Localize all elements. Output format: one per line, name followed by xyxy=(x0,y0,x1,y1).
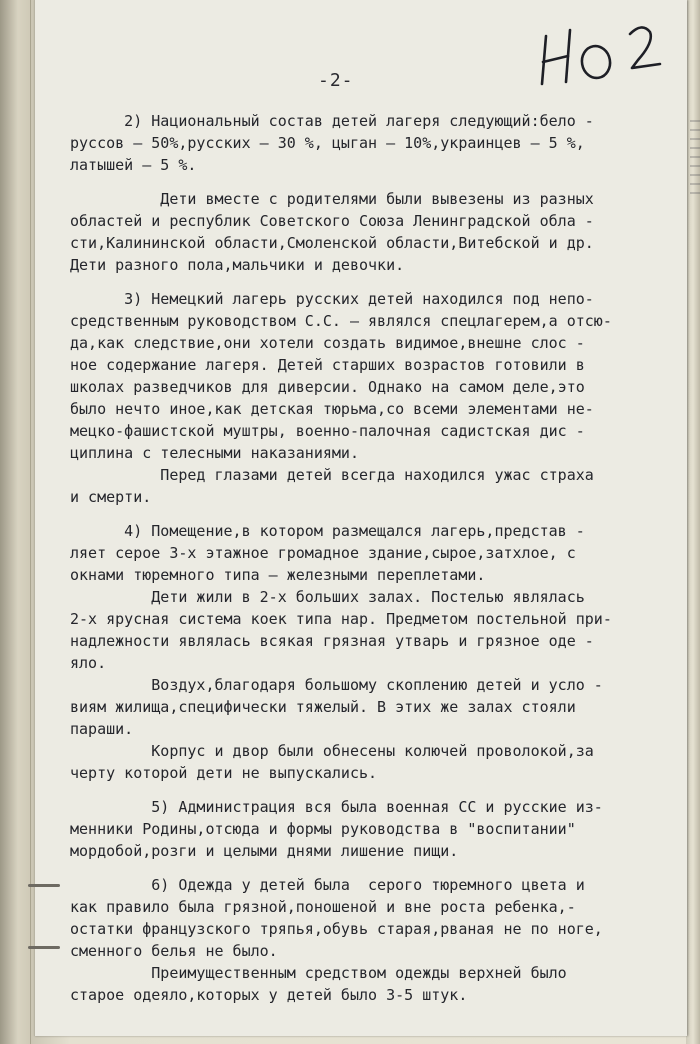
text-line: 4) Помещение,в котором размещался лагерь,представ - xyxy=(70,522,585,540)
text-line: школах разведчиков для диверсии. Однако на самом деле,это xyxy=(70,378,585,396)
text-line: средственным руководством С.С. – являлся спецлагерем,а отсю- xyxy=(70,312,612,330)
text-line: Преимущественным средством одежды верхней было xyxy=(70,964,567,982)
bleed-through-marks xyxy=(690,120,700,200)
text-line: остатки французского тряпья,обувь старая,рваная не по ноге, xyxy=(70,920,603,938)
text-line: ное содержание лагеря. Детей старших возрастов готовили в xyxy=(70,356,585,374)
handwritten-number-mark xyxy=(538,22,668,92)
text-line: 5) Администрация вся была военная СС и русские из- xyxy=(70,798,603,816)
paragraph xyxy=(70,796,676,862)
text-line: Дети вместе с родителями были вывезены из разных xyxy=(70,190,594,208)
text-line: окнами тюремного типа – железными переплетами. xyxy=(70,566,486,584)
paragraph xyxy=(70,874,676,1006)
text-line: циплина с телесными наказаниями. xyxy=(70,444,359,462)
text-line: мецко-фашистской муштры, военно-палочная садистская дис - xyxy=(70,422,585,440)
text-line: 2) Национальный состав детей лагеря следующий:бело - xyxy=(70,112,594,130)
text-line: Воздух,благодаря большому скоплению детей и усло - xyxy=(70,676,603,694)
text-line: Дети жили в 2-х больших залах. Постелью являлась xyxy=(70,588,585,606)
text-line: виям жилища,специфически тяжелый. В этих же залах стояли xyxy=(70,698,576,716)
text-line: сти,Калининской области,Смоленской области,Витебской и др. xyxy=(70,234,594,252)
text-line: 3) Немецкий лагерь русских детей находился под непо- xyxy=(70,290,594,308)
text-line: да,как следствие,они хотели создать видимое,внешне слос - xyxy=(70,334,585,352)
text-line: как правило была грязной,поношеной и вне роста ребенка,- xyxy=(70,898,576,916)
text-line: латышей – 5 %. xyxy=(70,156,197,174)
text-line: было нечто иное,как детская тюрьма,со всеми элементами не- xyxy=(70,400,594,418)
binding-staple-top xyxy=(28,884,60,887)
previous-page-edge xyxy=(0,0,31,1044)
page-number: -2- xyxy=(318,70,354,91)
archive-number-handwritten xyxy=(538,22,668,92)
paragraph xyxy=(70,288,676,508)
text-line: 2-х ярусная система коек типа нар. Предметом постельной при- xyxy=(70,610,612,628)
binding-staple-bottom xyxy=(28,946,60,949)
text-line: 6) Одежда у детей была серого тюремного цвета и xyxy=(70,876,585,894)
text-line: областей и республик Советского Союза Ленинградской обла - xyxy=(70,212,594,230)
text-line: мордобой,розги и целыми днями лишение пищи. xyxy=(70,842,459,860)
document-body xyxy=(70,110,676,1006)
paragraph xyxy=(70,110,676,176)
text-line: надлежности являлась всякая грязная утварь и грязное оде - xyxy=(70,632,594,650)
text-line: яло. xyxy=(70,654,107,672)
text-line: черту которой дети не выпускались. xyxy=(70,764,378,782)
paragraph xyxy=(70,520,676,784)
paragraph xyxy=(70,188,676,276)
text-line: Перед глазами детей всегда находился ужас страха xyxy=(70,466,594,484)
text-line: сменного белья не было. xyxy=(70,942,278,960)
text-line: менники Родины,отсюда и формы руководства в "воспитании" xyxy=(70,820,576,838)
text-line: и смерти. xyxy=(70,488,152,506)
text-line: руссов – 50%,русских – 30 %, цыган – 10%,украинцев – 5 %, xyxy=(70,134,585,152)
text-line: Корпус и двор были обнесены колючей проволокой,за xyxy=(70,742,594,760)
text-line: параши. xyxy=(70,720,134,738)
text-line: ляет серое 3-х этажное громадное здание,сырое,затхлое, с xyxy=(70,544,576,562)
text-line: старое одеяло,которых у детей было 3-5 штук. xyxy=(70,986,468,1004)
text-line: Дети разного пола,мальчики и девочки. xyxy=(70,256,405,274)
